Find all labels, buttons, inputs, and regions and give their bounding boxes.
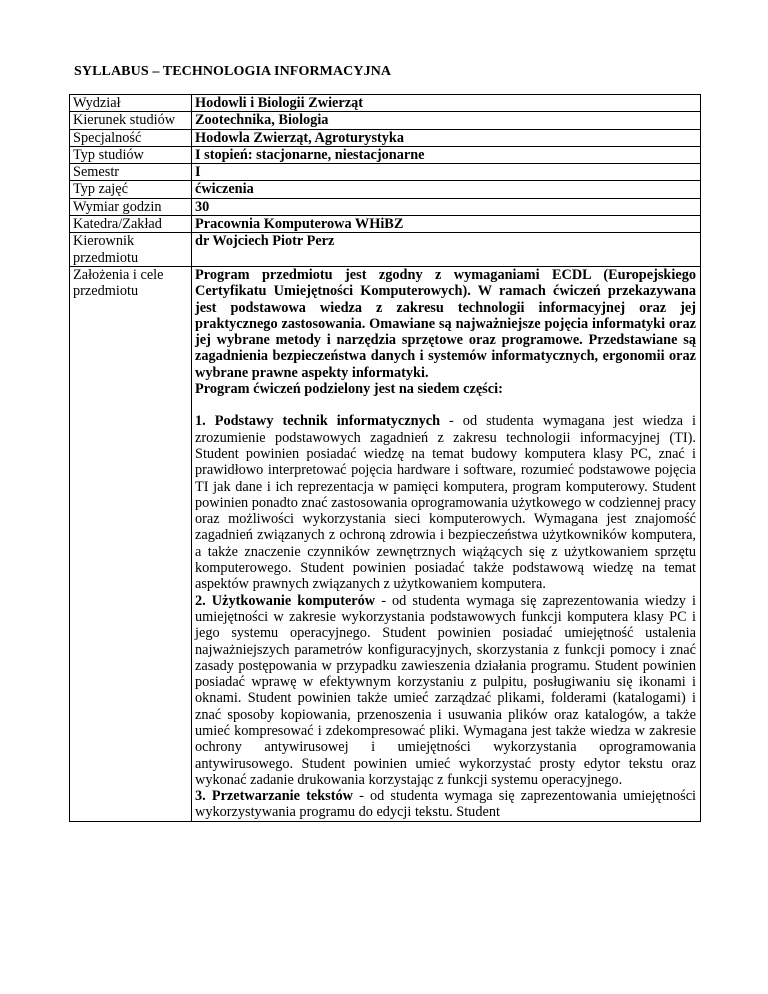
description-content	[192, 266, 701, 821]
row-label: Kierownik przedmiotu	[70, 233, 192, 267]
table-row	[70, 95, 701, 112]
section-text: - od studenta wymaga się zaprezentowania umiejętności wykorzystywania programu do edycji tekstu. Student	[195, 788, 697, 821]
section-heading: 3. Przetwarzanie tekstów	[195, 788, 353, 805]
row-label: Kierunek studiów	[70, 112, 192, 129]
table-row	[70, 112, 701, 129]
section-paragraph	[195, 413, 696, 592]
row-label: Wymiar godzin	[70, 198, 192, 215]
table-row	[70, 233, 701, 267]
row-value: Pracownia Komputerowa WHiBZ	[192, 216, 701, 233]
table-row	[70, 216, 701, 233]
table-row-description	[70, 266, 701, 821]
row-value: 30	[192, 198, 701, 215]
section-text: - od studenta wymaga się zaprezentowania wiedzy i umiejętności w zakresie wykorzystania podstawowych funkcji komputera klasy PC i jego systemu operacyjnego. Student powinien posiadać umiejętność ustalenia najważniejszych parametrów konfiguracyjnych, skorzystania z funkcji pomocy i znać zasady postępowania w przypadku zawieszenia działania programu. Student powinien posiadać wprawę w efektywnym korzystaniu z pulpitu, posługiwaniu się ikonami i oknami. Student powinien także umieć zarządzać plikami, folderami (katalogami) i znać sposoby kopiowania, przenoszenia i usuwania plików oraz katalogów, a także umieć kompresować i zdekompresować pliki. Wymagana jest także wiedza w zakresie ochrony antywirusowej i umiejętności wykorzystania oprogramowania antywirusowego. Student powinien umieć wykorzystać prosty edytor tekstu oraz wykonać zadanie drukowania korzystając z funkcji systemu operacyjnego.	[195, 592, 696, 788]
row-label: Typ zajęć	[70, 181, 192, 198]
spacer	[195, 397, 696, 413]
row-value: dr Wojciech Piotr Perz	[192, 233, 701, 267]
row-value: Zootechnika, Biologia	[192, 112, 701, 129]
description-label: Założenia i cele przedmiotu	[70, 266, 192, 821]
row-label: Typ studiów	[70, 146, 192, 163]
table-row	[70, 164, 701, 181]
description-intro: Program przedmiotu jest zgodny z wymaganiami ECDL (Europejskiego Certyfikatu Umiejętności Komputerowych). W ramach ćwiczeń przekazywana jest podstawowa wiedza z zakresu technologii informacyjnej oraz jej praktycznego zastosowania. Omawiane są najważniejsze pojęcia informatyki oraz jej wybrane metody i narzędzia sprzętowe oraz programowe. Przedstawiane są zagadnienia bezpieczeństwa danych i systemów informatycznych, ergonomii oraz wybrane prawne aspekty informatyki.	[195, 266, 696, 381]
row-label: Katedra/Zakład	[70, 216, 192, 233]
row-label: Wydział	[70, 95, 192, 112]
section-paragraph	[195, 593, 696, 789]
table-row	[70, 181, 701, 198]
row-value: Hodowla Zwierząt, Agroturystyka	[192, 129, 701, 146]
section-paragraph	[195, 788, 696, 821]
document-title: SYLLABUS – TECHNOLOGIA INFORMACYJNA	[74, 64, 392, 79]
row-value: Hodowli i Biologii Zwierząt	[192, 95, 701, 112]
section-heading: 1. Podstawy technik informatycznych	[195, 413, 441, 430]
row-value: I stopień: stacjonarne, niestacjonarne	[192, 146, 701, 163]
row-label: Specjalność	[70, 129, 192, 146]
table-row	[70, 146, 701, 163]
description-intro-2: Program ćwiczeń podzielony jest na siedem części:	[195, 381, 503, 398]
table-row	[70, 129, 701, 146]
section-heading: 2. Użytkowanie komputerów	[195, 592, 376, 609]
row-value: ćwiczenia	[192, 181, 701, 198]
syllabus-table	[69, 94, 701, 822]
table-row	[70, 198, 701, 215]
row-value: I	[192, 164, 701, 181]
section-text: - od studenta wymagana jest wiedza i zrozumienie podstawowych zagadnień z zakresu technologii informacyjnej (TI). Student powinien posiadać wiedzę na temat budowy komputera klasy PC, znać i prawidłowo interpretować pojęcia hardware i software, rozumieć podstawowe pojęcia TI jak dane i ich reprezentacja w pamięci komputera, program komputerowy. Student powinien ponadto znać zastosowania oprogramowania użytkowego w codziennej pracy oraz możliwości wykorzystania sieci komputerowych. Wymagana jest znajomość zagadnień związanych z ochroną zdrowia i bezpieczeństwa użytkowników komputera, a także znaczenie czynników zewnętrznych wiążących się z użytkowaniem sprzętu komputerowego. Student powinien posiadać także podstawową wiedzę na temat aspektów prawnych związanych z użytkowaniem komputera.	[195, 413, 697, 593]
row-label: Semestr	[70, 164, 192, 181]
